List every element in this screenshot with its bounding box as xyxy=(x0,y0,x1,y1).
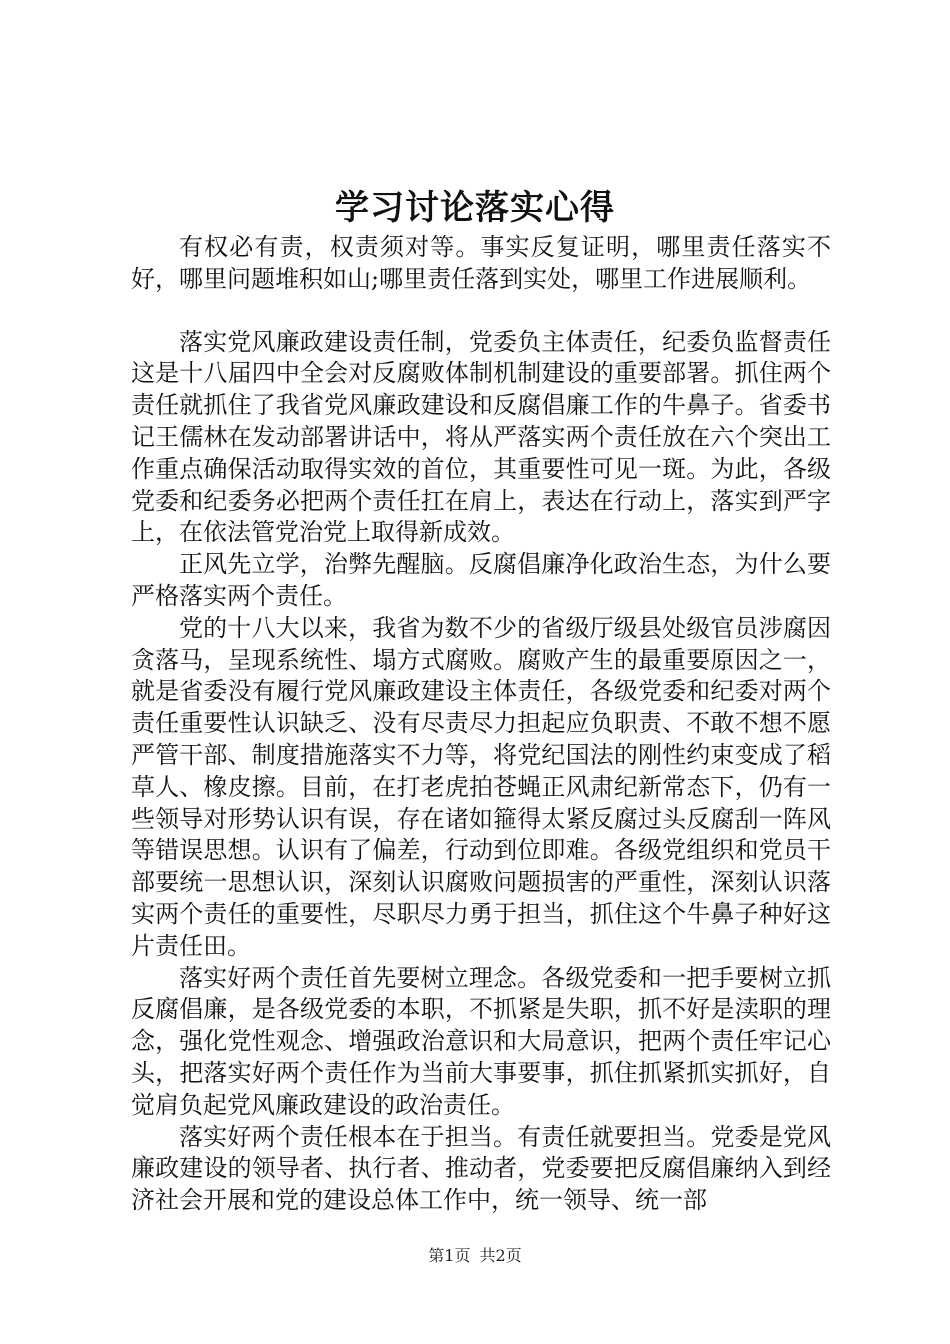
paragraph: 落实党风廉政建设责任制，党委负主体责任，纪委负监督责任这是十八届四中全会对反腐败体制机制建设的重要部署。抓住两个责任就抓住了我省党风廉政建设和反腐倡廉工作的牛鼻子。省委书记王儒林在发动部署讲话中，将从严落实两个责任放在六个突出工作重点确保活动取得实效的首位，其重要性可见一斑。为此，各级党委和纪委务必把两个责任扛在肩上，表达在行动上，落实到严字上，在依法管党治党上取得新成效。 xyxy=(131,327,831,547)
paragraph: 落实好两个责任根本在于担当。有责任就要担当。党委是党风廉政建设的领导者、执行者、推动者，党委要把反腐倡廉纳入到经济社会开展和党的建设总体工作中，统一领导、统一部 xyxy=(131,1122,831,1215)
document-body xyxy=(131,232,831,1217)
paragraph: 党的十八大以来，我省为数不少的省级厅级县处级官员涉腐因贪落马，呈现系统性、塌方式腐败。腐败产生的最重要原因之一，就是省委没有履行党风廉政建设主体责任，各级党委和纪委对两个责任重要性认识缺乏、没有尽责尽力担起应负职责、不敢不想不愿严管干部、制度措施落实不力等，将党纪国法的刚性约束变成了稻草人、橡皮擦。目前，在打老虎拍苍蝇正风肃纪新常态下，仍有一些领导对形势认识有误，存在诸如箍得太紧反腐过头反腐刮一阵风等错误思想。认识有了偏差，行动到位即难。各级党组织和党员干部要统一思想认识，深刻认识腐败问题损害的严重性，深刻认识落实两个责任的重要性，尽职尽力勇于担当，抓住这个牛鼻子种好这片责任田。 xyxy=(131,613,831,960)
paragraph-spacer xyxy=(131,296,831,327)
page-number-total: 共2页 xyxy=(479,1246,522,1265)
page-footer xyxy=(0,1246,950,1266)
document-title: 学习讨论落实心得 xyxy=(335,188,615,228)
paragraph: 正风先立学，治弊先醒脑。反腐倡廉净化政治生态，为什么要严格落实两个责任。 xyxy=(131,550,831,610)
paragraph: 有权必有责，权责须对等。事实反复证明，哪里责任落实不好，哪里问题堆积如山;哪里责任落到实处，哪里工作进展顺利。 xyxy=(131,233,831,293)
page-number-current: 第1页 xyxy=(428,1246,471,1265)
paragraph: 落实好两个责任首先要树立理念。各级党委和一把手要树立抓反腐倡廉，是各级党委的本职，不抓紧是失职，抓不好是渎职的理念，强化党性观念、增强政治意识和大局意识，把两个责任牢记心头，把落实好两个责任作为当前大事要事，抓住抓紧抓实抓好，自觉肩负起党风廉政建设的政治责任。 xyxy=(131,963,831,1119)
